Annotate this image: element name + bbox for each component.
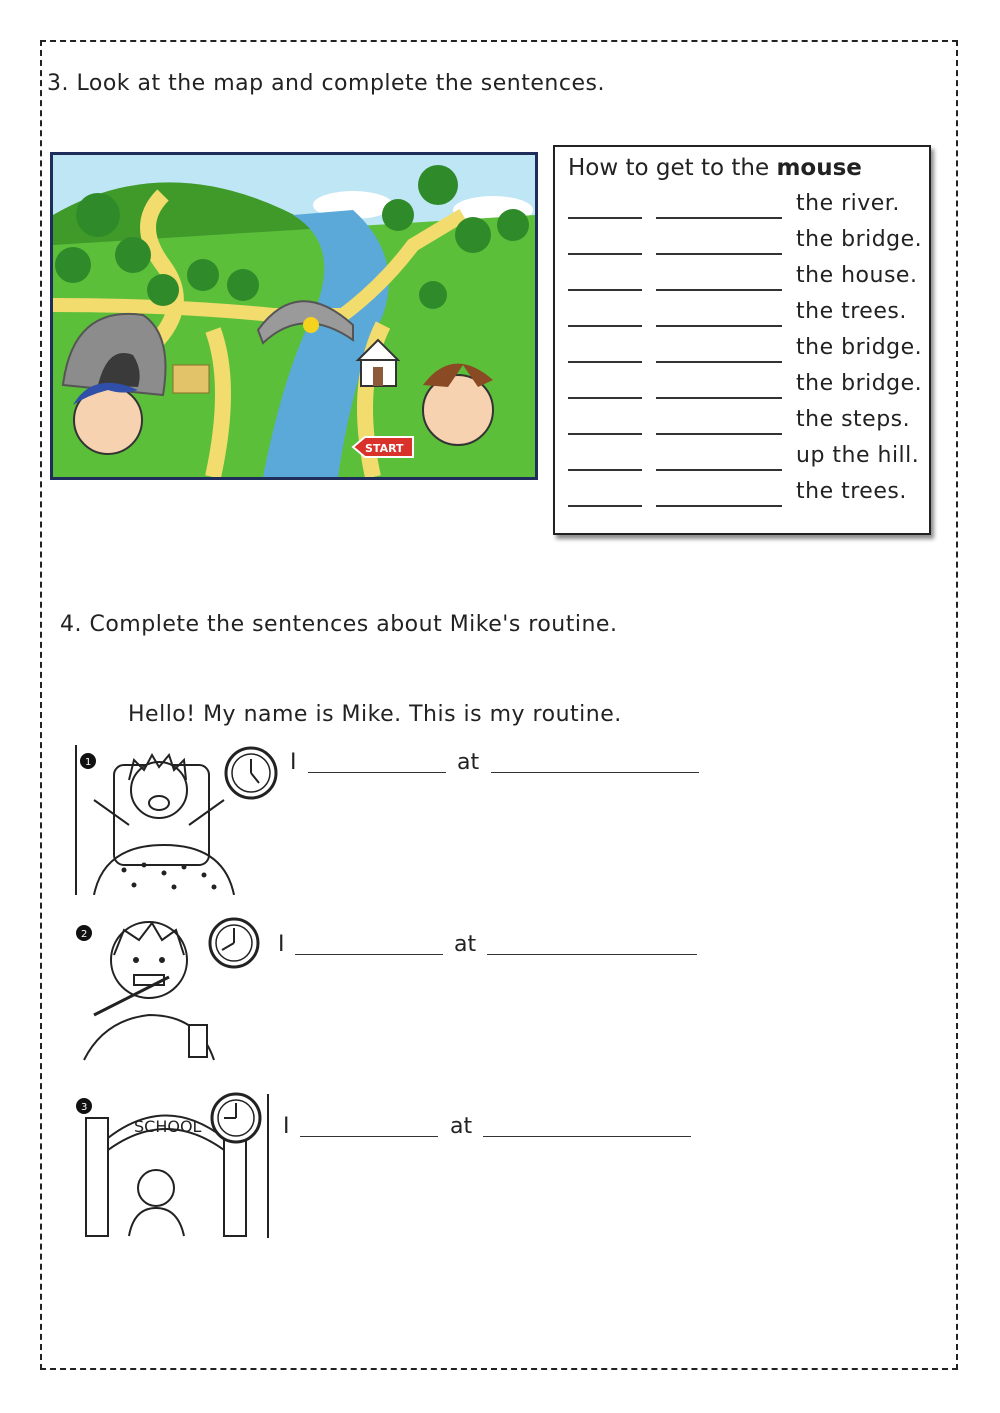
verb-blank[interactable] [300, 1136, 438, 1137]
direction-text: the trees. [796, 299, 907, 324]
direction-text: the bridge. [796, 227, 923, 252]
direction-text: the trees. [796, 479, 907, 504]
time-blank[interactable] [487, 954, 697, 955]
direction-text: the river. [796, 191, 900, 216]
time-blank[interactable] [491, 772, 699, 773]
go-to-school-picture [74, 1088, 274, 1238]
directions-box [553, 145, 931, 535]
direction-row [568, 409, 928, 439]
direction-text: the house. [796, 263, 918, 288]
direction-text: the bridge. [796, 335, 923, 360]
sentence-pronoun: I [290, 750, 297, 775]
answer-blank[interactable] [656, 361, 782, 363]
answer-blank[interactable] [656, 289, 782, 291]
sentence-at: at [454, 932, 477, 957]
direction-row [568, 229, 928, 259]
svg-text:3: 3 [81, 1102, 88, 1113]
directions-title-prefix: How to get to the [568, 155, 770, 181]
answer-blank[interactable] [568, 361, 642, 363]
section-4-title: 4. Complete the sentences about Mike's routine. [60, 612, 618, 637]
direction-row [568, 265, 928, 295]
direction-text: the steps. [796, 407, 911, 432]
direction-row [568, 301, 928, 331]
sentence-2 [278, 932, 285, 957]
direction-row [568, 337, 928, 367]
answer-blank[interactable] [656, 217, 782, 219]
svg-text:2: 2 [81, 929, 88, 940]
answer-blank[interactable] [568, 433, 642, 435]
school-sign: SCHOOL [134, 1117, 202, 1136]
sentence-1 [290, 750, 297, 775]
sentence-pronoun: I [278, 932, 285, 957]
direction-row [568, 373, 928, 403]
time-blank[interactable] [483, 1136, 691, 1137]
sentence-3 [283, 1114, 290, 1139]
brush-teeth-picture [74, 915, 269, 1065]
directions-title-target: mouse [776, 155, 862, 181]
directions-title [568, 155, 862, 181]
direction-row [568, 481, 928, 511]
answer-blank[interactable] [568, 289, 642, 291]
answer-blank[interactable] [568, 217, 642, 219]
svg-text:1: 1 [85, 757, 92, 768]
start-sign: START [365, 442, 404, 455]
sentence-at: at [450, 1114, 473, 1139]
wake-up-picture [74, 745, 284, 895]
answer-blank[interactable] [568, 253, 642, 255]
sentence-at: at [457, 750, 480, 775]
verb-blank[interactable] [308, 772, 446, 773]
direction-row [568, 193, 928, 223]
map-illustration [50, 152, 538, 480]
answer-blank[interactable] [656, 397, 782, 399]
answer-blank[interactable] [656, 253, 782, 255]
answer-blank[interactable] [656, 505, 782, 507]
answer-blank[interactable] [568, 505, 642, 507]
direction-row [568, 445, 928, 475]
direction-text: the bridge. [796, 371, 923, 396]
verb-blank[interactable] [295, 954, 443, 955]
answer-blank[interactable] [656, 469, 782, 471]
answer-blank[interactable] [568, 469, 642, 471]
section-3-title: 3. Look at the map and complete the sentences. [47, 71, 605, 96]
answer-blank[interactable] [568, 397, 642, 399]
sentence-pronoun: I [283, 1114, 290, 1139]
answer-blank[interactable] [656, 433, 782, 435]
answer-blank[interactable] [568, 325, 642, 327]
intro-text: Hello! My name is Mike. This is my routine. [128, 702, 622, 727]
direction-text: up the hill. [796, 443, 920, 468]
answer-blank[interactable] [656, 325, 782, 327]
